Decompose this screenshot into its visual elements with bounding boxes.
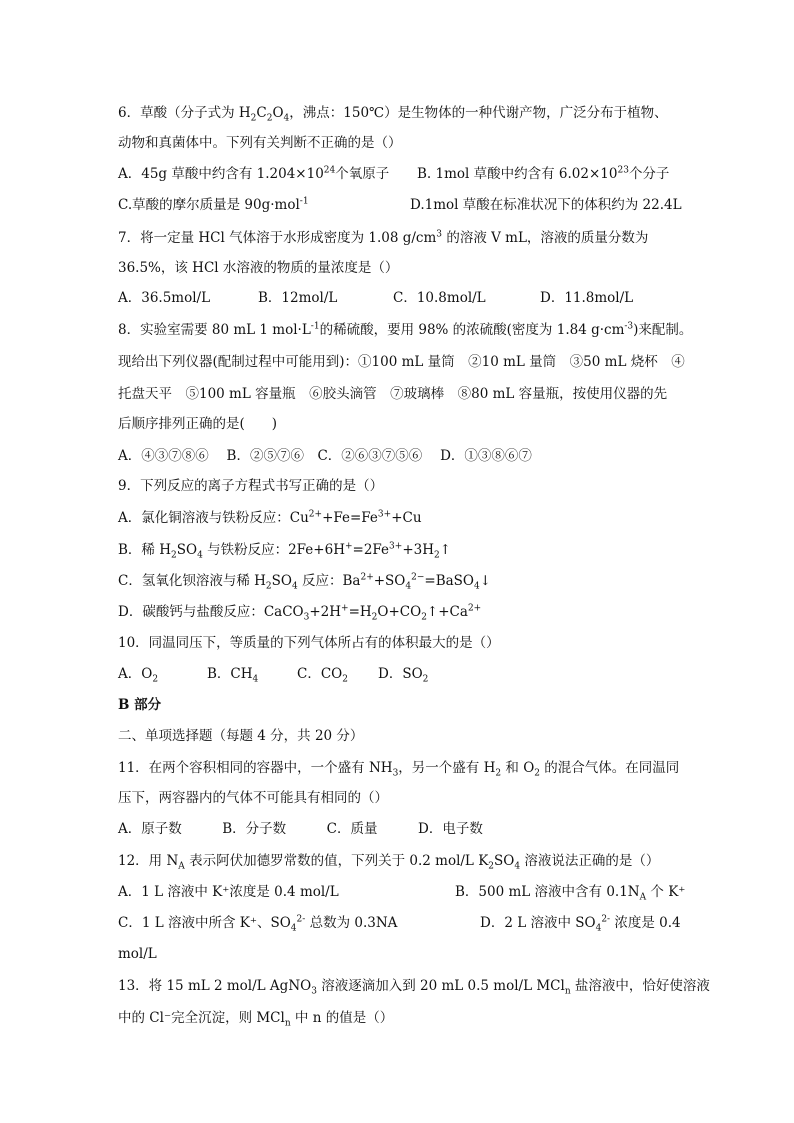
q8-line4: 后顺序排列正确的是( ) bbox=[118, 416, 278, 432]
q11-line1: 11．在两个容积相同的容器中，一个盛有 $NH_3$，另一个盛有 $H_2$ 和 $O_2$ 的混合气体。在同温同 bbox=[118, 760, 680, 779]
q13-line2: 中的 Cl⁻完全沉淀，则 MCl$_n$ 中 n 的值是（） bbox=[118, 1010, 394, 1029]
q11-options: A．原子数 B．分子数 C．质量 D．电子数 bbox=[118, 821, 483, 837]
q11-line2: 压下，两容器内的气体不可能具有相同的（） bbox=[118, 790, 388, 806]
q6-option-b: B. 1mol 草酸中约含有 $6.02\times 10^{23}$个分子 bbox=[417, 165, 670, 182]
q6-option-a: A．45g 草酸中约含有 $1.204\times 10^{24}$个氧原子 bbox=[118, 165, 390, 182]
q9-option-c: C．氢氧化钡溶液与稀 $H_2SO_4$ 反应：$Ba^{2+}+SO_4^{2-}=BaSO_4↓$ bbox=[118, 572, 492, 592]
q12-option-d: D．2 L 溶液中 $SO_4^{2-}$ 浓度是 0.4 bbox=[480, 914, 681, 934]
q7-option-d: D．11.8mol/L bbox=[540, 290, 634, 306]
q7-option-a: A．36.5mol/L bbox=[118, 290, 211, 306]
q6-option-c: C.草酸的摩尔质量是 90g·mol$^{-1}$ bbox=[118, 196, 309, 213]
section-b-heading: B 部分 bbox=[118, 697, 162, 713]
q12-option-a: A．1 L 溶液中 K⁺浓度是 0.4 mol/L bbox=[118, 884, 339, 900]
q7-line1: 7．将一定量 HCl 气体溶于水形成密度为 1.08 $g/cm^3$ 的溶液 V mL，溶液的质量分数为 bbox=[118, 229, 649, 246]
q9-stem: 9．下列反应的离子方程式书写正确的是（） bbox=[118, 478, 384, 494]
q13-line1: 13．将 15 mL 2 mol/L AgNO$_3$ 溶液逐滴加入到 20 mL 0.5 mol/L MCl$_n$ 盐溶液中，恰好使溶液 bbox=[118, 978, 710, 997]
q12-line1: 12．用 $N_A$ 表示阿伏加德罗常数的值，下列关于 0.2 mol/L $K_2SO_4$ 溶液说法正确的是（） bbox=[118, 853, 660, 872]
q7-line2: 36.5%，该 HCl 水溶液的物质的量浓度是（） bbox=[118, 260, 399, 276]
q8-line2: 现给出下列仪器(配制过程中可能用到)：①100 mL 量筒 ②10 mL 量筒 ③50 mL 烧杯 ④ bbox=[118, 354, 685, 370]
q10-option-d: D．$SO_2$ bbox=[378, 666, 429, 685]
q10-option-a: A．$O_2$ bbox=[118, 666, 159, 685]
q8-options: A．④③⑦⑧⑥ B．②⑤⑦⑥ C．②⑥③⑦⑤⑥ D．①③⑧⑥⑦ bbox=[118, 448, 532, 464]
q12-option-c: C．1 L 溶液中所含 K⁺、$SO_4^{2-}$ 总数为 0.3NA bbox=[118, 914, 398, 934]
q6-line2: 动物和真菌体中。下列有关判断不正确的是（） bbox=[118, 135, 402, 151]
q9-option-a: A．氯化铜溶液与铁粉反应：$Cu^{2+}+Fe=Fe^{3+}+Cu$ bbox=[118, 509, 422, 526]
q12-option-d-continued: mol/L bbox=[118, 946, 157, 962]
q10-option-b: B．$CH_4$ bbox=[207, 666, 259, 685]
q7-option-b: B．12mol/L bbox=[258, 290, 338, 306]
part-two-heading: 二、单项选择题（每题 4 分，共 20 分） bbox=[118, 728, 364, 744]
q8-line3: 托盘天平 ⑤100 mL 容量瓶 ⑥胶头滴管 ⑦玻璃棒 ⑧80 mL 容量瓶，按使用仪器的先 bbox=[118, 386, 668, 402]
q7-option-c: C．10.8mol/L bbox=[393, 290, 486, 306]
q6-option-d: D.1mol 草酸在标准状况下的体积约为 22.4L bbox=[410, 197, 682, 213]
q10-stem: 10．同温同压下，等质量的下列气体所占有的体积最大的是（） bbox=[118, 635, 500, 651]
q10-option-c: C．$CO_2$ bbox=[297, 666, 348, 685]
q12-option-b: B．500 mL 溶液中含有 $0.1N_A$ 个 K⁺ bbox=[455, 884, 686, 903]
q9-option-b: B．稀 $H_2SO_4$ 与铁粉反应：$2Fe+6H^+=2Fe^{3+}+3H_2↑$ bbox=[118, 541, 452, 561]
q6-line1: 6．草酸（分子式为 $H_2C_2O_4$，沸点：150℃）是生物体的一种代谢产物，广泛分布于植物、 bbox=[118, 105, 668, 124]
q8-line1: 8．实验室需要 80 mL 1 $mol\cdot L^{-1}$的稀硫酸，要用 98% 的浓硫酸(密度为 1.84 $g\cdot cm^{-3}$)来配制。 bbox=[118, 321, 693, 338]
q9-option-d: D．碳酸钙与盐酸反应：$CaCO_3+2H^+=H_2O+CO_2↑+Ca^{2+}$ bbox=[118, 603, 482, 623]
